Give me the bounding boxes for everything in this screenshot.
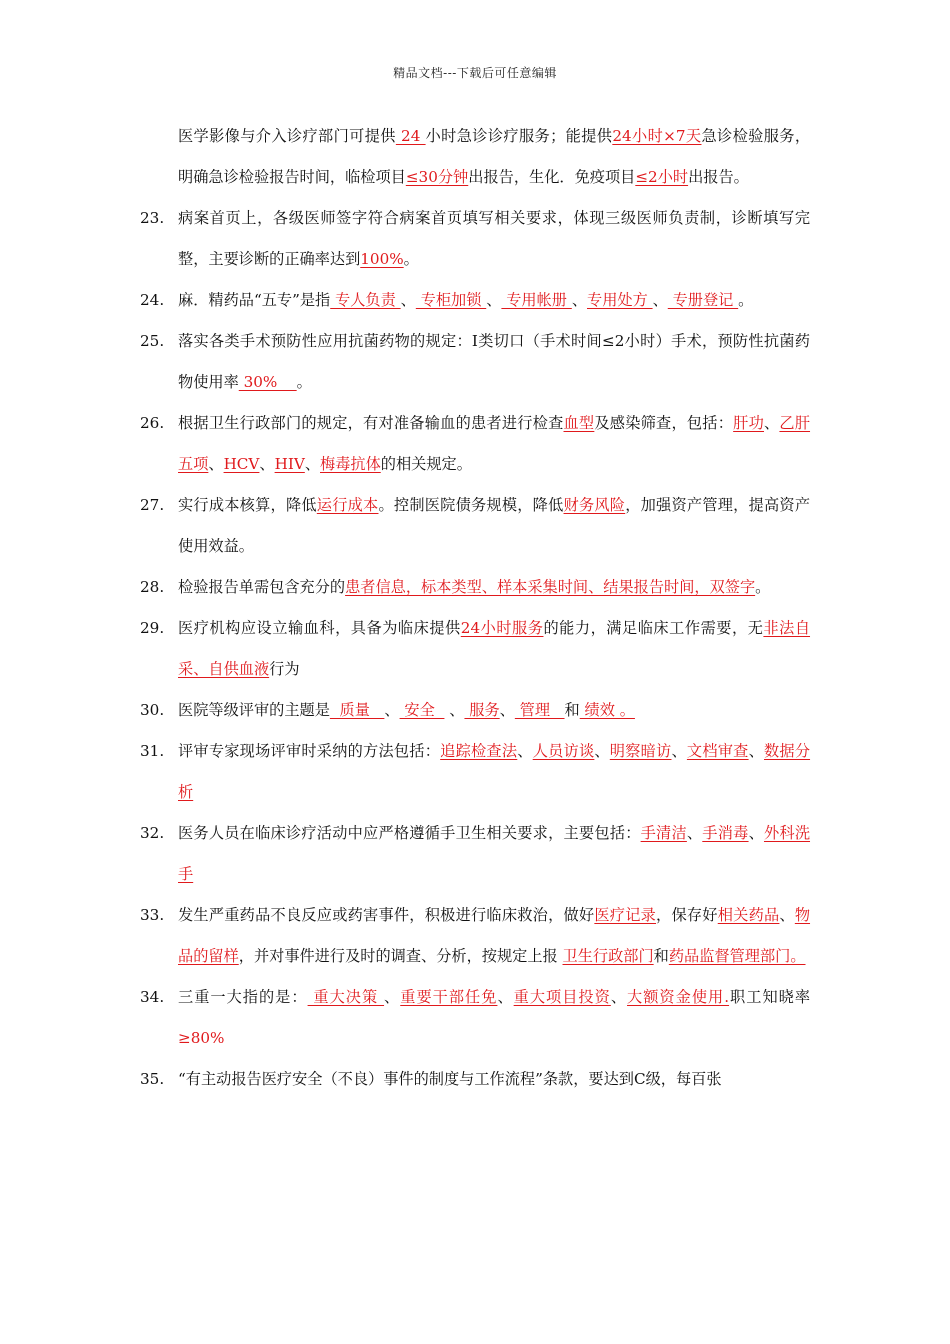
question-text: 、 [499,701,515,719]
item-number: 26. [140,414,165,432]
answer-text: 专用帐册 [501,291,572,309]
question-text: 、 [400,291,416,309]
question-text: 三重一大指的是： [178,988,308,1006]
answer-text: 文档审查 [686,742,749,760]
question-text: 实行成本核算，降低 [178,496,317,514]
question-text: 、 [686,824,703,842]
item-number: 35. [140,1070,165,1088]
answer-text: 24小时服务 [460,619,544,637]
item-number: 27. [140,496,165,514]
answer-text: 质量 [329,701,385,719]
answer-text: 手清洁 [640,824,687,842]
question-text: 、 [748,742,765,760]
answer-text: 专用处方 [587,291,653,309]
answer-text: 医疗记录 [594,906,657,924]
question-text: 、 [259,455,275,473]
question-text: 医务人员在临床诊疗活动中应严格遵循手卫生相关要求，主要包括： [178,824,641,842]
item-number: 31. [140,742,165,760]
question-text: 、 [779,906,795,924]
question-text: 小时急诊诊疗服务；能提供 [425,127,613,145]
question-text: 的能力，满足临床工作需要，无 [543,619,764,637]
question-text: 、 [652,291,668,309]
list-item [140,567,810,608]
answer-text: 人员访谈 [532,742,595,760]
question-text: 出报告，生化．免疫项目 [468,168,636,186]
question-text: 发生严重药品不良反应或药害事件，积极进行临床救治，做好 [178,906,595,924]
list-item [140,116,810,198]
answer-text: 明察暗访 [609,742,672,760]
answer-text: 专人负责 [330,291,401,309]
question-text: 和 [653,947,669,965]
answer-text: ≤30分钟 [405,168,469,186]
item-number: 24. [140,291,165,309]
list-item [140,690,810,731]
question-text: 根据卫生行政部门的规定，有对准备输血的患者进行检查 [178,414,564,432]
question-text: 、 [444,701,465,719]
question-text: 、 [671,742,687,760]
question-text: 的相关规定。 [380,455,472,473]
question-text: 和 [564,701,580,719]
answer-text: 财务风险 [563,496,626,514]
list-item [140,280,810,321]
question-text: 病案首页上，各级医师签字符合病案首页填写相关要求，体现三级医师负责制，诊断填写完整，主要诊断的正确率达到 [178,209,810,268]
question-list [140,116,810,1100]
answer-text: 安全 [399,701,445,719]
list-item [140,813,810,895]
question-text: 、 [208,455,224,473]
list-item [140,608,810,690]
question-text: 。 [403,250,419,268]
answer-text: 外科洗手 [178,824,811,883]
answer-text: 乙肝五项 [178,414,811,473]
question-text: 。 [738,291,754,309]
question-text: 急诊检验服务，明确急诊检验报告时间，临检项目 [178,127,811,186]
question-text: 、 [571,291,587,309]
question-text: 、 [594,742,610,760]
question-text: 、 [517,742,533,760]
answer-text: 手消毒 [702,824,749,842]
question-text: “有主动报告医疗安全（不良）事件的制度与工作流程”条款，要达到C级，每百张 [178,1070,722,1088]
question-text: 及感染筛查，包括： [594,414,734,432]
question-text: 检验报告单需包含充分的 [178,578,346,596]
answer-text: 肝功 [733,414,764,432]
answer-text: ≥80% [178,1029,225,1047]
list-item [140,485,810,567]
question-text: ，加强资产管理，提高资产使用效益。 [178,496,811,555]
item-number: 30. [140,701,165,719]
question-text: ，保存好 [656,906,718,924]
question-text: 、 [384,988,401,1006]
answer-text: 数据分析 [178,742,811,801]
item-number: 28. [140,578,165,596]
list-item [140,977,810,1059]
answer-text: 专柜加锁 [415,291,487,309]
answer-text: HIV [274,455,305,473]
answer-text: HCV [223,455,260,473]
question-text: 、 [764,414,780,432]
question-text: 麻．精药品“五专”是指 [178,291,331,309]
answer-text: 血型 [563,414,595,432]
answer-text: 重大决策 [307,988,385,1006]
answer-text: 专册登记 [667,291,739,309]
answer-text: ≤2小时 [635,168,689,186]
answer-text: 重要干部任免 [400,988,498,1006]
list-item [140,895,810,977]
answer-text: 患者信息，标本类型、样本采集时间、结果报告时间，双签字 [345,578,756,596]
question-text: 。 [296,373,312,391]
answer-text: 追踪检查法 [440,742,518,760]
question-text: 、 [748,824,764,842]
answer-text: 重大项目投资 [513,988,611,1006]
question-text: 落实各类手术预防性应用抗菌药物的规定：Ⅰ类切口（手术时间≤2小时）手术，预防性抗菌药物使用率 [178,332,810,391]
question-text: 医学影像与介入诊疗部门可提供 [178,127,396,145]
answer-text: 24小时×7天 [612,127,702,145]
answer-text: 物品的留样 [178,906,811,965]
question-text: 职工知晓率 [729,988,811,1006]
item-number: 29. [140,619,165,637]
question-text: 医院等级评审的主题是 [178,701,330,719]
answer-text: 管理 [514,701,565,719]
question-text: 评审专家现场评审时采纳的方法包括： [178,742,441,760]
question-text: 出报告。 [688,168,749,186]
list-item [140,198,810,280]
answer-text: 服务 [464,701,500,719]
question-text: 、 [304,455,320,473]
answer-text: 相关药品 [717,906,780,924]
answer-text: 运行成本 [316,496,379,514]
list-item [140,1059,810,1100]
question-text: 。控制医院债务规模，降低 [378,496,564,514]
answer-text: 非法自采、自供血液 [178,619,811,678]
page-header: 精品文档---下载后可任意编辑 [393,66,557,80]
item-number: 25. [140,332,165,350]
list-item [140,731,810,813]
question-text: 、 [610,988,628,1006]
answer-text: 绩效 。 [579,701,635,719]
question-text: 。 [755,578,771,596]
answer-text: 药品监督管理部门。 [668,947,806,965]
answer-text: 100% [360,250,404,268]
list-item [140,403,810,485]
question-text: 、 [497,988,514,1006]
item-number: 32. [140,824,165,842]
answer-text: 30% [238,373,297,391]
answer-text: 梅毒抗体 [320,455,381,473]
answer-text: 卫生行政部门 [562,947,654,965]
question-text: ，并对事件进行及时的调查、分析，按规定上报 [238,947,563,965]
question-text: 、 [486,291,502,309]
question-text: 、 [384,701,400,719]
item-number: 34. [140,988,165,1006]
list-item [140,321,810,403]
item-number: 23. [140,209,165,227]
question-text: 行为 [269,660,300,678]
answer-text: 大额资金使用. [627,988,730,1006]
answer-text: 24 [395,127,426,145]
item-number: 33. [140,906,165,924]
question-text: 医疗机构应设立输血科，具备为临床提供 [178,619,461,637]
